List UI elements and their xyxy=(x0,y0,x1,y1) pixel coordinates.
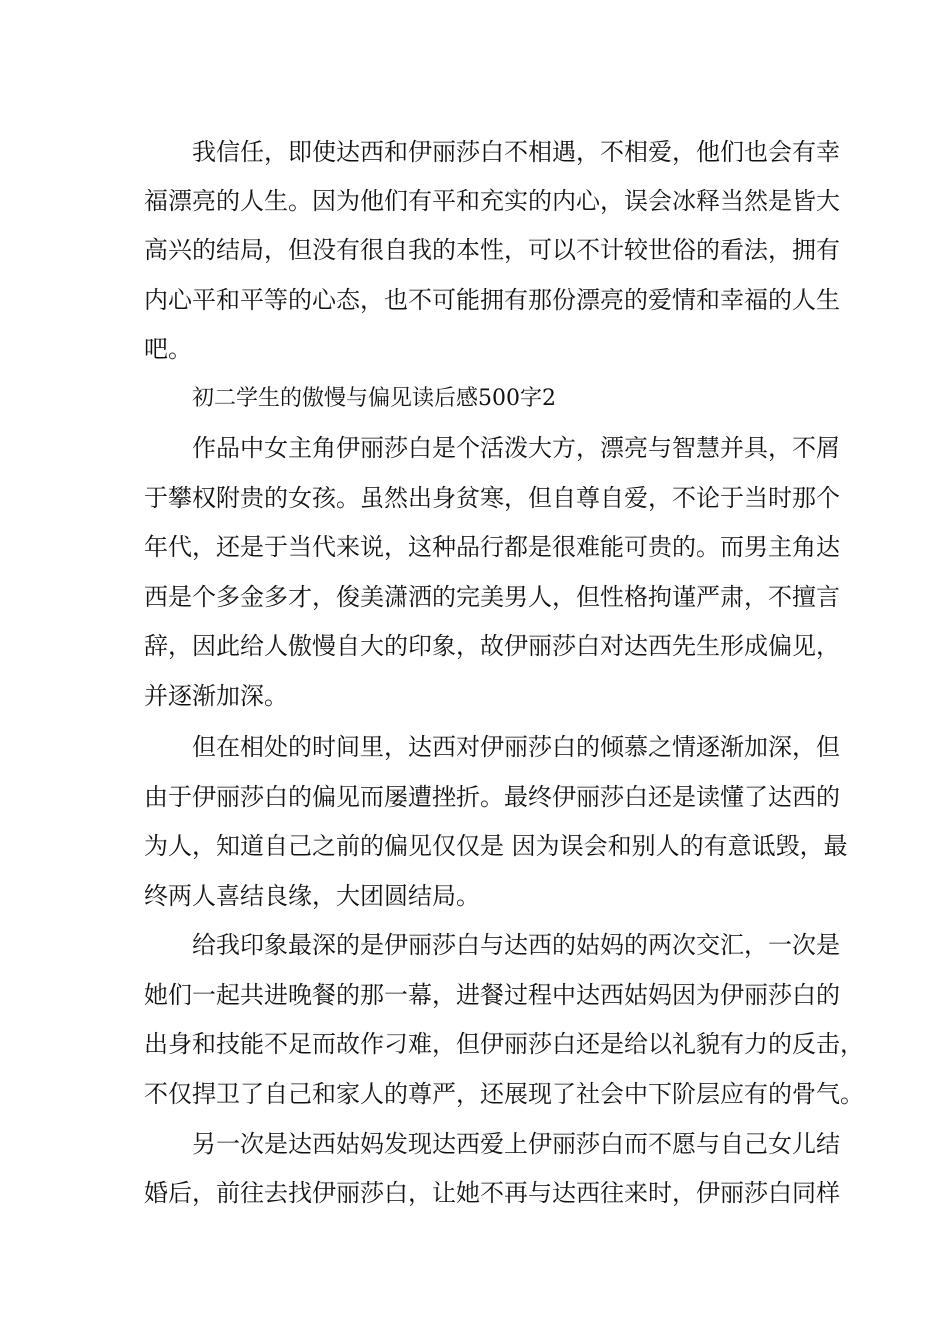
paragraph-line: 不仅捍卫了自己和家人的尊严，还展现了社会中下阶层应有的骨气。 xyxy=(144,1080,864,1108)
paragraph-line: 另一次是达西姑妈发现达西爱上伊丽莎白而不愿与自己女儿结 xyxy=(192,1130,840,1158)
paragraph-line: 作品中女主角伊丽莎白是个活泼大方，漂亮与智慧并具，不屑 xyxy=(192,434,840,462)
paragraph-line: 于攀权附贵的女孩。虽然出身贫寒，但自尊自爱，不论于当时那个 xyxy=(144,484,840,512)
paragraph-line: 出身和技能不足而故作刁难，但伊丽莎白还是给以礼貌有力的反击， xyxy=(144,1030,864,1058)
paragraph-line: 辞，因此给人傲慢自大的印象，故伊丽莎白对达西先生形成偏见， xyxy=(144,632,840,660)
paragraph-line: 西是个多金多才，俊美潇洒的完美男人，但性格拘谨严肃，不擅言 xyxy=(144,583,840,611)
paragraph-line: 她们一起共进晚餐的那一幕，进餐过程中达西姑妈因为伊丽莎白的 xyxy=(144,981,840,1009)
paragraph-line: 内心平和平等的心态，也不可能拥有那份漂亮的爱情和幸福的人生 xyxy=(144,286,840,314)
paragraph-line: 年代，还是于当代来说，这种品行都是很难能可贵的。而男主角达 xyxy=(144,533,840,561)
paragraph-line: 福漂亮的人生。因为他们有平和充实的内心，误会冰释当然是皆大 xyxy=(144,187,840,215)
paragraph-line: 我信任，即使达西和伊丽莎白不相遇，不相爱，他们也会有幸 xyxy=(192,138,840,166)
paragraph-line: 高兴的结局，但没有很自我的本性，可以不计较世俗的看法，拥有 xyxy=(144,236,840,264)
paragraph-line: 婚后，前往去找伊丽莎白，让她不再与达西往来时，伊丽莎白同样 xyxy=(144,1179,840,1207)
section-heading: 初二学生的傲慢与偏见读后感500字2 xyxy=(192,386,556,411)
paragraph-line: 为人，知道自己之前的偏见仅仅是 因为误会和别人的有意诋毁，最 xyxy=(144,832,848,860)
paragraph-line: 吧。 xyxy=(144,335,192,363)
paragraph-line: 终两人喜结良缘，大团圆结局。 xyxy=(144,882,480,910)
paragraph-line: 但在相处的时间里，达西对伊丽莎白的倾慕之情逐渐加深，但 xyxy=(192,733,840,761)
paragraph-line: 给我印象最深的是伊丽莎白与达西的姑妈的两次交汇，一次是 xyxy=(192,931,840,959)
paragraph-line: 由于伊丽莎白的偏见而屡遭挫折。最终伊丽莎白还是读懂了达西的 xyxy=(144,783,840,811)
paragraph-line: 并逐渐加深。 xyxy=(144,682,288,710)
